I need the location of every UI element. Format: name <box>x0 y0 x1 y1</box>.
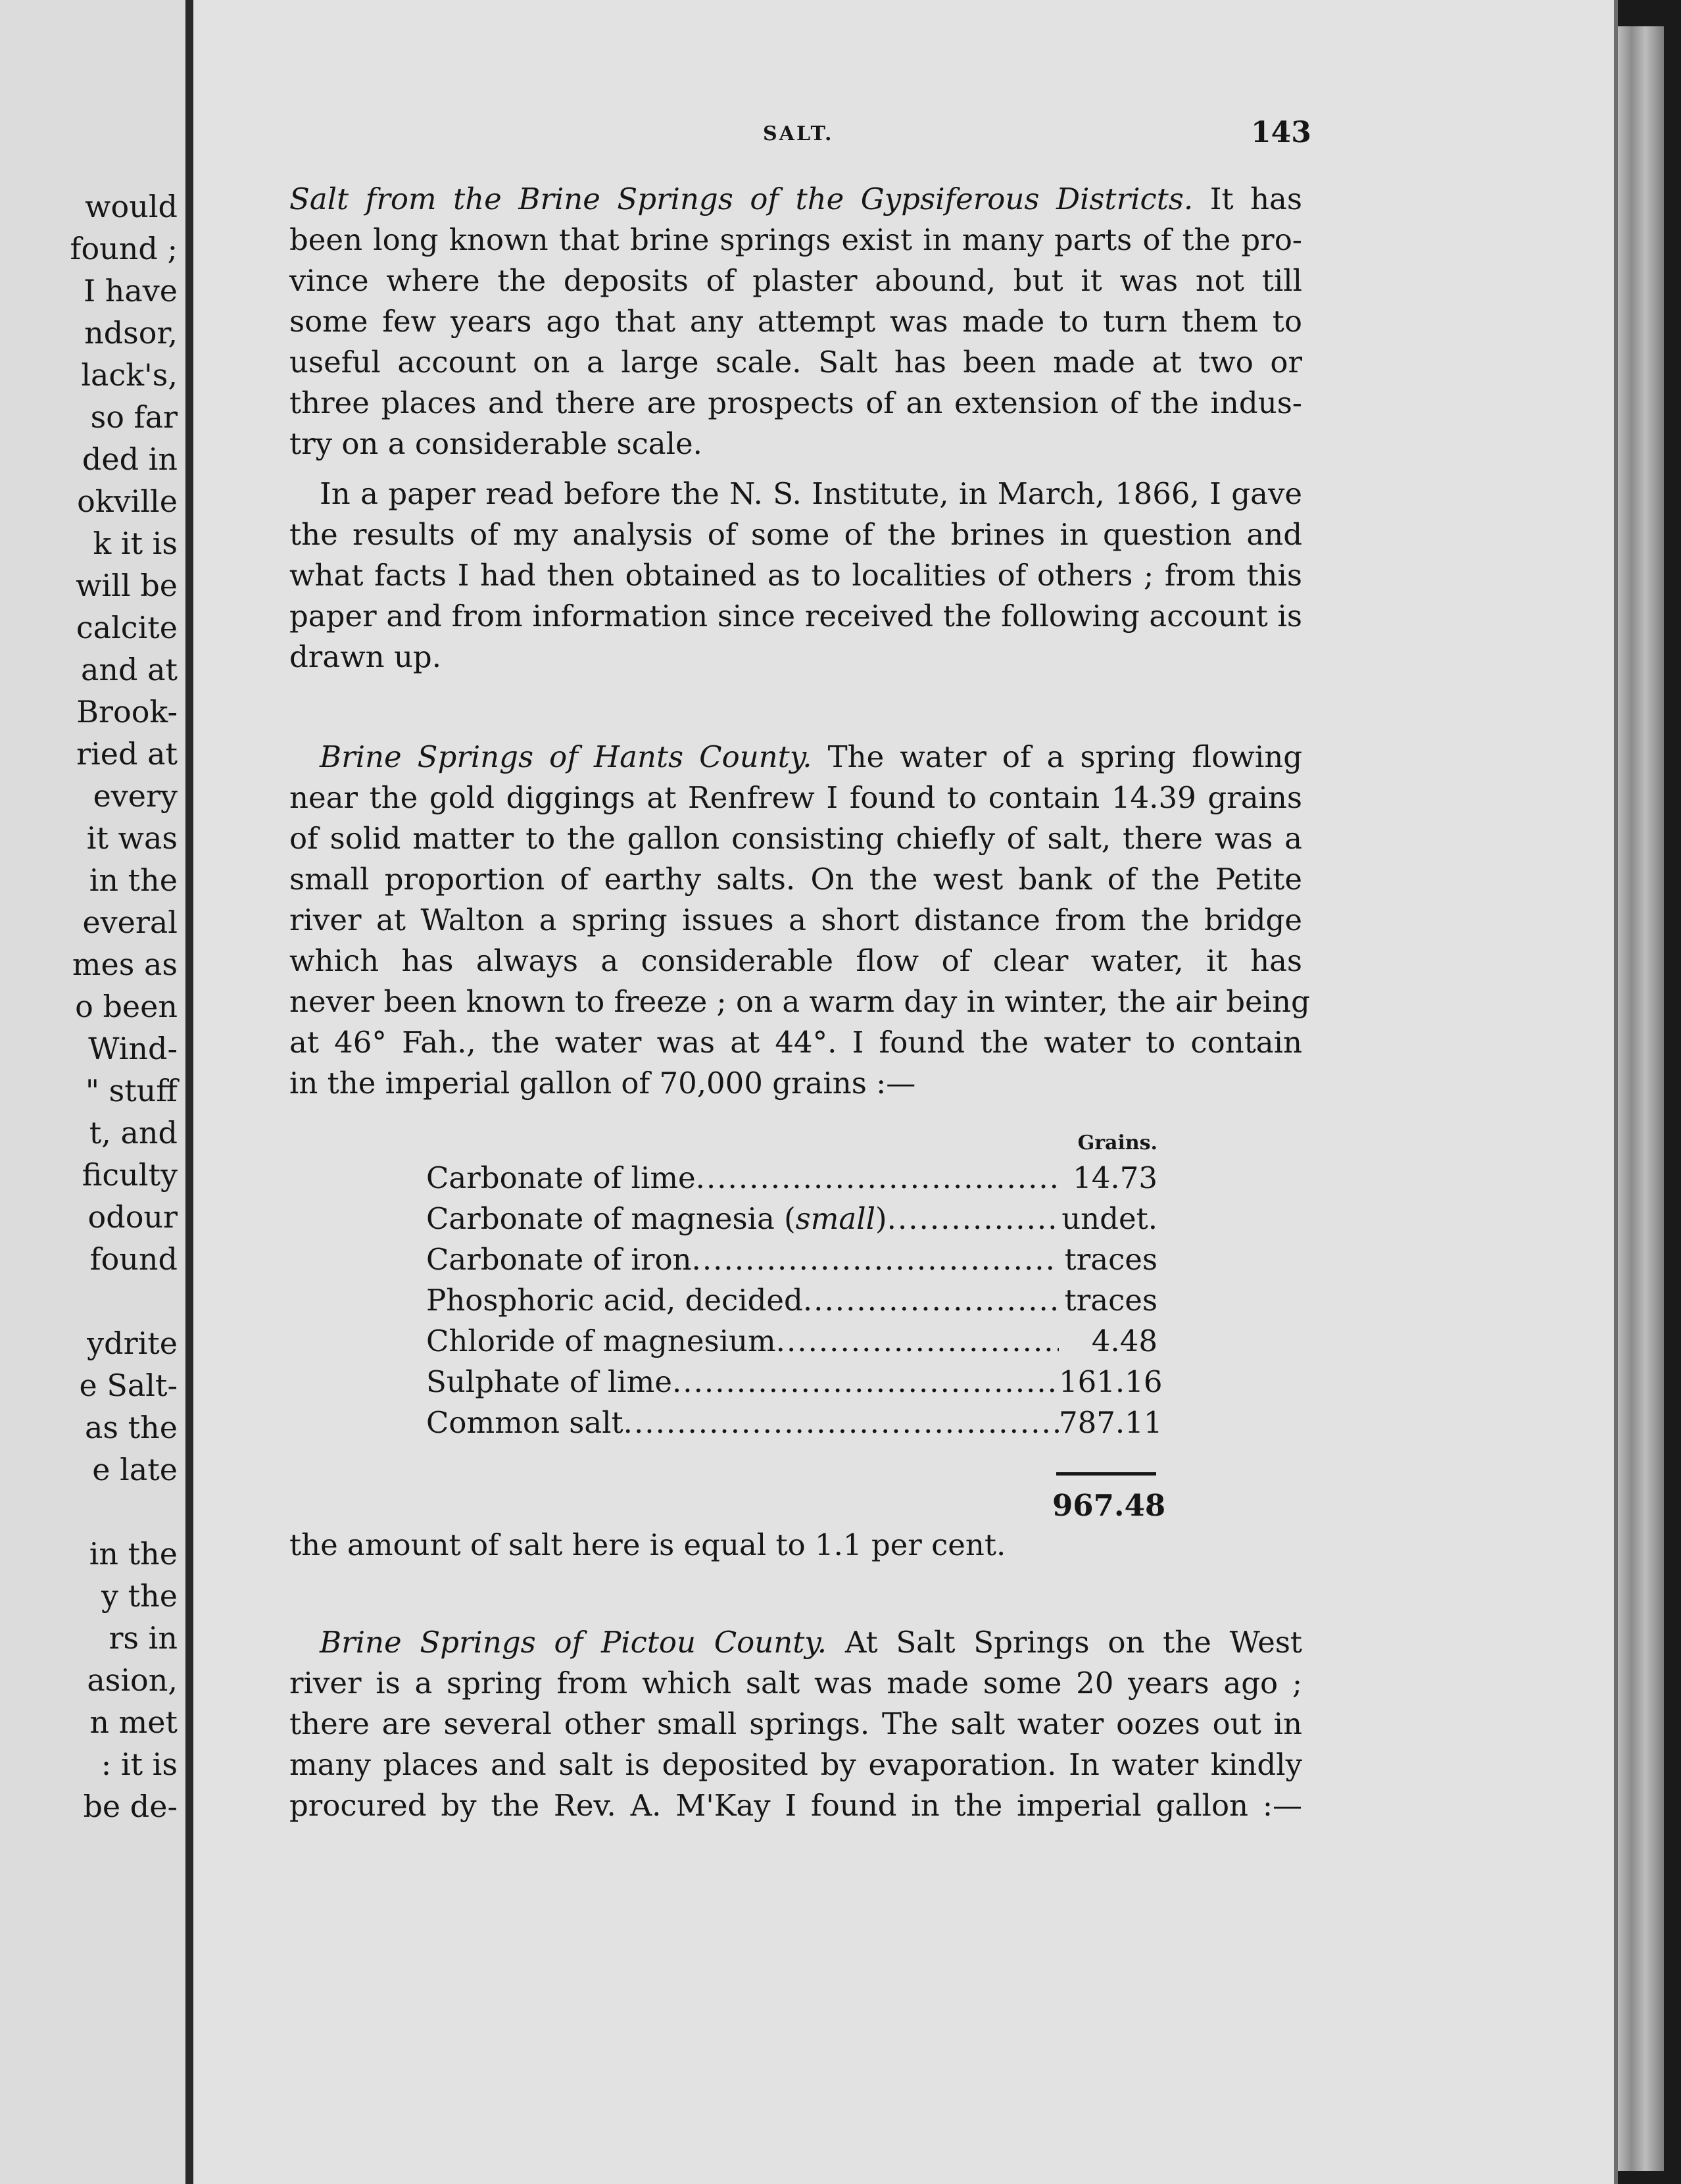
paragraph-3-line: near the gold diggings at Renfrew I found to contain 14.39 grains <box>289 780 1302 815</box>
table-row-label: Phosphoric acid, decided <box>426 1283 803 1318</box>
left-page-fragment: ded in <box>82 441 178 477</box>
table-row-value: undet. <box>1061 1201 1157 1236</box>
leader-dots <box>623 1402 1059 1443</box>
left-page-fragment: ficulty <box>82 1157 178 1193</box>
left-page-fragment: and at <box>80 652 178 687</box>
left-page-fragment: everal <box>82 905 178 940</box>
table-row <box>426 1239 1157 1280</box>
table-total: 967.48 <box>1052 1488 1166 1523</box>
section-heading: Brine Springs of Hants County. <box>320 739 812 774</box>
left-page-fragment: Wind- <box>88 1031 178 1066</box>
table-row-value: 161.16 <box>1059 1364 1163 1399</box>
paragraph-4-line: there are several other small springs. The salt water oozes out in <box>289 1706 1302 1741</box>
table-row <box>426 1280 1157 1321</box>
leader-dots <box>803 1280 1059 1321</box>
left-page-fragment: it was <box>86 820 178 856</box>
paragraph-1-line: vince where the deposits of plaster abound, but it was not till <box>289 263 1302 298</box>
table-row-value: 4.48 <box>1091 1324 1157 1358</box>
paragraph-2-line: the results of my analysis of some of the brines in question and <box>289 517 1302 552</box>
paragraph-4-line: Brine Springs of Pictou County. At Salt Springs on the West <box>320 1625 1302 1660</box>
left-page-fragment: e late <box>92 1452 178 1487</box>
left-page-fragment: I have <box>83 273 178 309</box>
leader-dots <box>696 1158 1059 1199</box>
left-page-fragment: found <box>89 1241 178 1277</box>
table-row-label: Chloride of magnesium <box>426 1324 776 1358</box>
left-page-fragment: k it is <box>93 526 178 561</box>
paragraph-3-line: Brine Springs of Hants County. The water of a spring flowing <box>320 739 1302 774</box>
left-page-fragment: odour <box>87 1199 178 1235</box>
table-row-label: Sulphate of lime <box>426 1364 672 1399</box>
left-page-fragment: t, and <box>89 1115 178 1151</box>
paragraph-1-line: some few years ago that any attempt was made to turn them to <box>289 304 1302 339</box>
paragraph-3-line: river at Walton a spring issues a short distance from the bridge <box>289 903 1302 937</box>
paragraph-3-line: never been known to freeze ; on a warm day in winter, the air being <box>289 984 1310 1019</box>
table-row-value: traces <box>1064 1242 1157 1277</box>
left-page-fragment: e Salt- <box>79 1368 178 1403</box>
left-page-fragment: every <box>93 778 178 814</box>
table-unit-header: Grains. <box>1077 1131 1157 1154</box>
running-header: SALT. <box>763 122 834 145</box>
paragraph-4-line: many places and salt is deposited by evaporation. In water kindly <box>289 1747 1302 1782</box>
paragraph-1-line: Salt from the Brine Springs of the Gypsiferous Districts. It has <box>289 182 1302 216</box>
paragraph-3-line: in the imperial gallon of 70,000 grains :— <box>289 1066 916 1101</box>
left-page-fragment: o been <box>75 989 178 1024</box>
table-row <box>426 1362 1163 1402</box>
paragraph-4-line: river is a spring from which salt was made some 20 years ago ; <box>289 1666 1302 1700</box>
paragraph-2-line: drawn up. <box>289 639 442 674</box>
paragraph-2-line: paper and from information since received the following account is <box>289 599 1302 633</box>
total-rule <box>1056 1472 1156 1476</box>
table-row-value: traces <box>1064 1283 1157 1318</box>
paragraph-1-line: useful account on a large scale. Salt has been made at two or <box>289 345 1302 380</box>
table-row-value: 14.73 <box>1073 1160 1157 1195</box>
paragraph-2-line: In a paper read before the N. S. Institute, in March, 1866, I gave <box>320 476 1302 511</box>
table-row-value: 787.11 <box>1059 1405 1163 1440</box>
left-page-fragment: be de- <box>83 1789 178 1824</box>
left-page-text <box>70 186 178 1827</box>
left-page-fragment: in the <box>89 1536 178 1572</box>
left-page-fragment: would <box>85 189 178 224</box>
left-page-fragment <box>70 1280 178 1322</box>
table-row <box>426 1199 1157 1239</box>
left-page <box>0 0 185 2184</box>
left-page-fragment: okville <box>77 484 178 519</box>
left-page-fragment: mes as <box>72 947 178 982</box>
left-page-fragment: lack's, <box>81 357 178 393</box>
leader-dots <box>776 1321 1059 1362</box>
after-table-line: the amount of salt here is equal to 1.1 per cent. <box>289 1527 1006 1562</box>
paragraph-3-line: at 46° Fah., the water was at 44°. I found the water to contain <box>289 1025 1302 1060</box>
paragraph-2-line: what facts I had then obtained as to localities of others ; from this <box>289 558 1302 593</box>
paragraph-1-line: been long known that brine springs exist in many parts of the pro- <box>289 222 1302 257</box>
paragraph-1-line: try on a considerable scale. <box>289 426 702 461</box>
left-page-fragment: ydrite <box>87 1326 178 1361</box>
left-page-fragment: in the <box>89 862 178 898</box>
left-page-fragment: rs in <box>109 1620 178 1656</box>
leader-dots <box>887 1199 1059 1239</box>
table-row-label: Carbonate of lime <box>426 1160 696 1195</box>
table-row <box>426 1158 1157 1199</box>
paragraph-1-line: three places and there are prospects of an extension of the indus- <box>289 385 1302 420</box>
paragraph-3-line: which has always a considerable flow of clear water, it has <box>289 943 1302 978</box>
table-row-label: Carbonate of magnesia (small) <box>426 1201 887 1236</box>
paragraph-4-line: procured by the Rev. A. M'Kay I found in the imperial gallon :— <box>289 1788 1302 1823</box>
section-heading: Brine Springs of Pictou County. <box>320 1625 827 1660</box>
table-row <box>426 1321 1157 1362</box>
left-page-fragment: will be <box>76 568 178 603</box>
left-page-fragment <box>70 1491 178 1533</box>
left-page-fragment: ndsor, <box>84 315 178 351</box>
book-gutter <box>185 0 193 2184</box>
left-page-fragment: calcite <box>76 610 178 645</box>
left-page-fragment: so far <box>90 399 178 435</box>
left-page-fragment: Brook- <box>76 694 178 730</box>
left-page-fragment: " stuff <box>85 1073 178 1108</box>
leader-dots <box>692 1239 1059 1280</box>
page-number: 143 <box>1251 116 1311 149</box>
left-page-fragment: y the <box>101 1578 178 1614</box>
leader-dots <box>672 1362 1059 1402</box>
left-page-fragment: found ; <box>70 231 178 266</box>
paragraph-3-line: small proportion of earthy salts. On the west bank of the Petite <box>289 862 1302 897</box>
page-edges <box>1618 26 1664 2171</box>
left-page-fragment: n met <box>89 1704 178 1740</box>
left-page-fragment: as the <box>85 1410 178 1445</box>
section-heading: Salt from the Brine Springs of the Gypsiferous Districts. <box>289 182 1194 216</box>
table-row <box>426 1402 1163 1443</box>
table-row-label: Common salt <box>426 1405 623 1440</box>
left-page-fragment: asion, <box>87 1662 178 1698</box>
paragraph-3-line: of solid matter to the gallon consisting chiefly of salt, there was a <box>289 821 1302 856</box>
left-page-fragment: : it is <box>101 1747 178 1782</box>
left-page-fragment: ried at <box>76 736 178 772</box>
table-row-label: Carbonate of iron <box>426 1242 692 1277</box>
